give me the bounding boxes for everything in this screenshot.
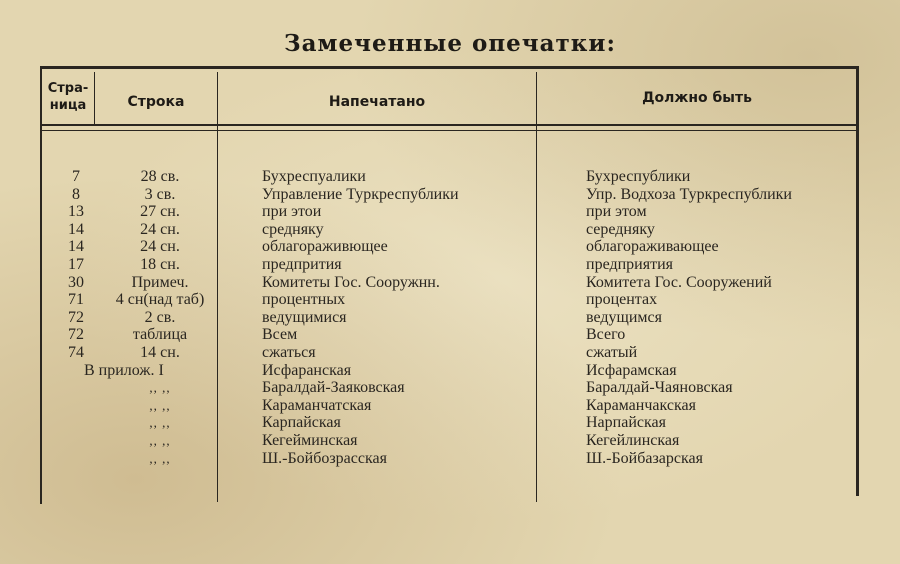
cell-line: 18 сн. <box>140 255 180 273</box>
cell-should-be: Упр. Водхоза Туркреспублики <box>586 185 792 203</box>
cell-printed: сжаться <box>262 343 316 361</box>
cell-should-be: середняку <box>586 220 655 238</box>
cell-line: 14 сн. <box>140 343 180 361</box>
cell-ditto: ,, ,, <box>149 380 171 396</box>
cell-printed: Всем <box>262 326 298 344</box>
cell-line: 24 сн. <box>140 238 180 256</box>
cell-should-be: облагораживающее <box>586 238 719 256</box>
cell-should-be: предприятия <box>586 255 673 273</box>
column-header-line: Строка <box>127 94 185 110</box>
cell-line: 24 сн. <box>140 220 180 238</box>
cell-ditto: ,, ,, <box>149 397 171 413</box>
cell-page: 17 <box>68 255 84 273</box>
cell-should-be: Исфарамская <box>586 361 677 379</box>
column-header-page <box>42 80 94 114</box>
cell-printed: при этои <box>262 203 322 221</box>
cell-should-be: Ш.-Бойбазарская <box>586 449 703 467</box>
cell-page: 13 <box>68 203 84 221</box>
cell-ditto: ,, ,, <box>149 432 171 448</box>
cell-page: 14 <box>68 238 84 256</box>
cell-should-be: при этом <box>586 203 647 221</box>
table-row <box>40 397 858 415</box>
cell-printed: средняку <box>262 220 324 238</box>
cell-printed: Исфаранская <box>262 361 352 379</box>
column-header-page-line1: Стра- <box>47 81 89 96</box>
table-row <box>40 450 858 468</box>
cell-should-be: процентах <box>586 291 658 309</box>
cell-should-be: Бухреспублики <box>586 168 691 185</box>
cell-printed: ведущимися <box>262 308 347 326</box>
cell-page: 72 <box>68 308 84 326</box>
table-row <box>40 256 858 274</box>
table-row <box>40 168 858 186</box>
cell-printed: Баралдай-Заяковская <box>262 379 405 397</box>
cell-line: 27 сн. <box>140 203 180 221</box>
table-row <box>40 379 858 397</box>
table-row <box>40 203 858 221</box>
cell-printed: облагораживющее <box>262 238 388 256</box>
errata-table <box>40 66 860 504</box>
cell-line: 3 св. <box>144 185 176 203</box>
column-divider <box>94 72 95 124</box>
cell-should-be: Всего <box>586 326 626 344</box>
cell-page: 7 <box>72 168 80 185</box>
table-row <box>40 291 858 309</box>
cell-ditto: ,, ,, <box>149 415 171 431</box>
cell-printed: предпрития <box>262 255 342 273</box>
cell-printed: Ш.-Бойбозрасская <box>262 449 387 467</box>
table-body <box>40 168 858 467</box>
table-row <box>40 326 858 344</box>
cell-printed: Карпайская <box>262 414 341 432</box>
page-title: Замеченные опечатки: <box>284 30 616 57</box>
cell-should-be: ведущимся <box>586 308 662 326</box>
cell-should-be: сжатый <box>586 343 638 361</box>
table-row <box>40 221 858 239</box>
table-row <box>40 309 858 327</box>
cell-printed: Бухреспуалики <box>262 168 366 185</box>
cell-ditto: ,, ,, <box>149 450 171 466</box>
table-row <box>40 238 858 256</box>
column-header-printed: Напечатано <box>328 94 426 110</box>
table-row <box>40 432 858 450</box>
cell-page: 71 <box>68 291 84 309</box>
column-header-should-be: Должно быть <box>642 90 752 106</box>
cell-line: 4 сн(над таб) <box>115 291 205 309</box>
table-top-rule <box>40 66 858 69</box>
cell-printed: Управление Туркреспублики <box>262 185 459 203</box>
cell-page: 72 <box>68 326 84 344</box>
cell-page: 8 <box>72 185 80 203</box>
cell-printed: Комитеты Гос. Сооружнн. <box>262 273 440 291</box>
table-row <box>40 344 858 362</box>
cell-printed: процентных <box>262 291 346 309</box>
cell-should-be: Караманчакская <box>586 396 696 414</box>
table-row <box>40 414 858 432</box>
header-bottom-rule <box>40 124 858 126</box>
table-row <box>40 274 858 292</box>
column-header-page-line2: ница <box>49 98 87 113</box>
header-bottom-rule-thin <box>40 130 858 131</box>
cell-page: 74 <box>68 343 84 361</box>
table-row <box>40 186 858 204</box>
cell-page: 14 <box>68 220 84 238</box>
table-row <box>40 362 858 380</box>
cell-should-be: Нарпайская <box>586 414 666 432</box>
cell-should-be: Комитета Гос. Сооружений <box>586 273 772 291</box>
cell-printed: Кегейминская <box>262 431 358 449</box>
cell-page: 30 <box>68 273 84 291</box>
cell-appendix-label: В прилож. I <box>84 361 164 379</box>
cell-line: 28 св. <box>140 168 180 185</box>
cell-should-be: Кегейлинская <box>586 431 680 449</box>
cell-should-be: Баралдай-Чаяновская <box>586 379 733 397</box>
cell-line: 2 св. <box>144 308 176 326</box>
cell-line: Примеч. <box>131 273 189 291</box>
cell-line: таблица <box>132 326 188 344</box>
cell-printed: Караманчатская <box>262 396 372 414</box>
